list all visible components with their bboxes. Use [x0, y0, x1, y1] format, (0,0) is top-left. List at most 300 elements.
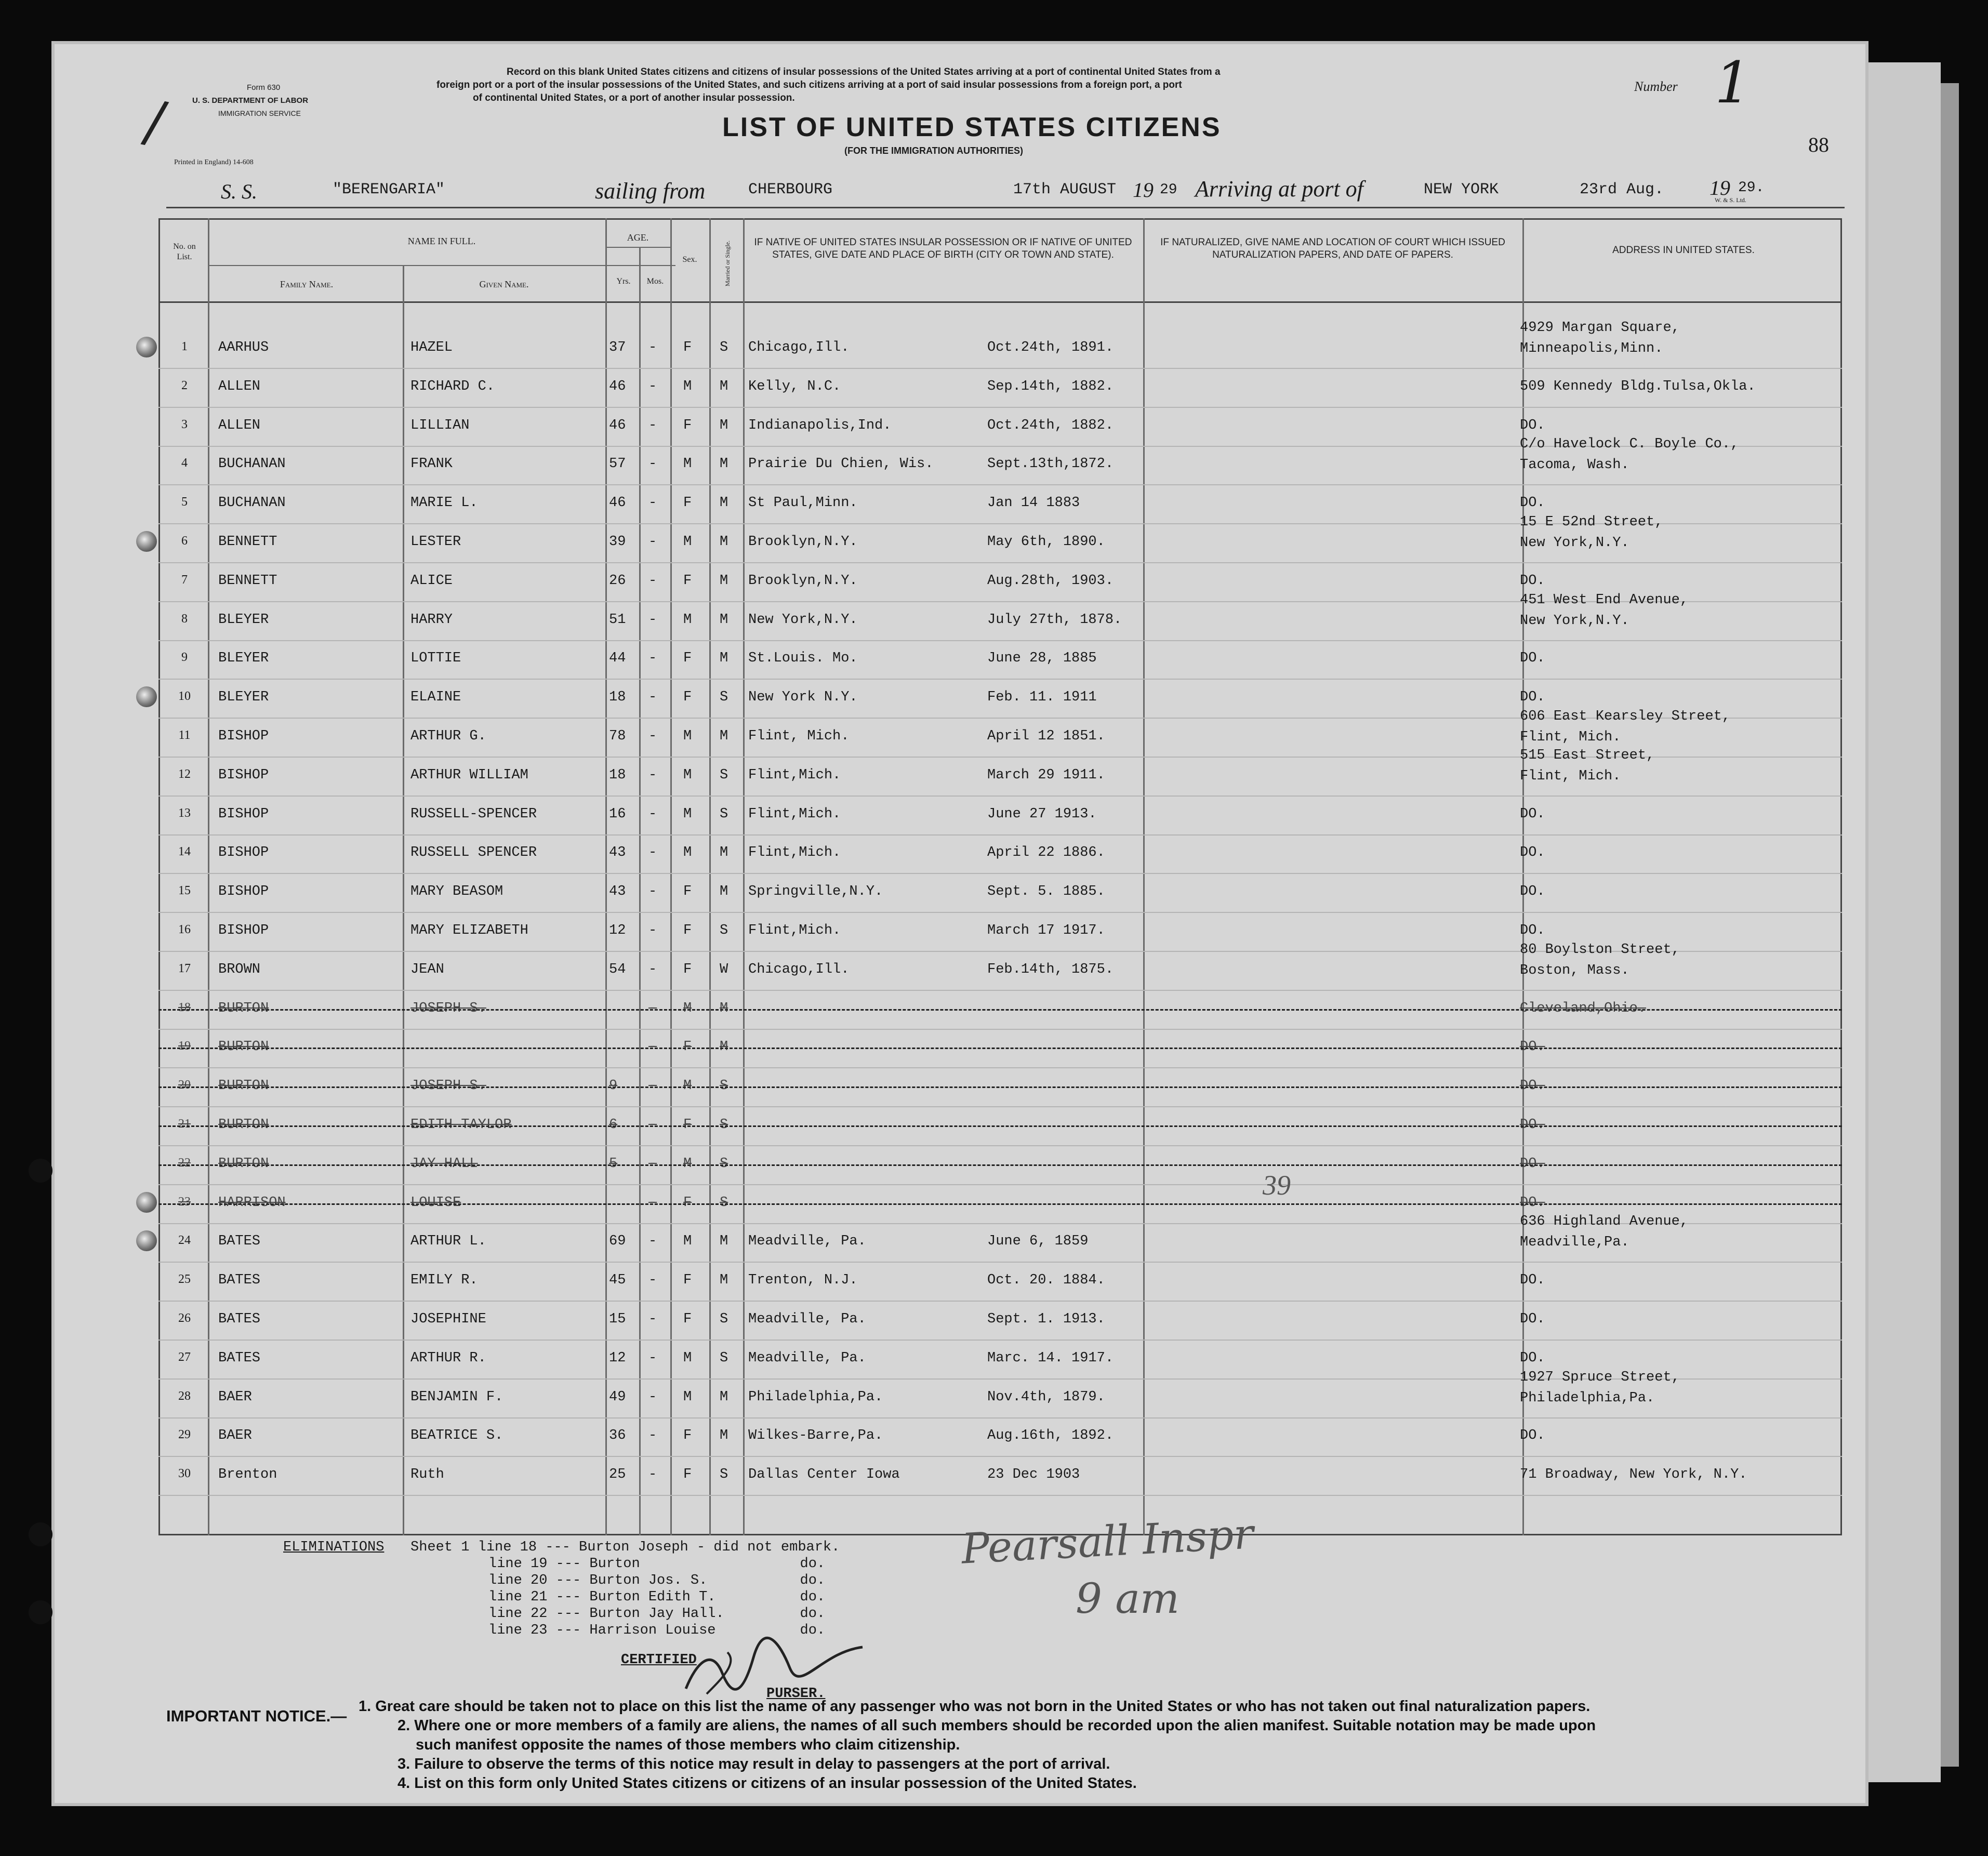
birth-place: St.Louis. Mo. [748, 651, 858, 667]
header-address: ADDRESS IN UNITED STATES. [1612, 245, 1755, 256]
birth-place: Indianapolis,Ind. [748, 417, 892, 433]
marital-status: M [720, 1428, 728, 1444]
row-rule [158, 1340, 1842, 1341]
ship-name: "BERENGARIA" [333, 181, 445, 198]
address-line: Flint, Mich. [1520, 768, 1621, 784]
age-months: - [648, 1350, 657, 1366]
punch-hole [136, 1192, 157, 1213]
given-name: JEAN [410, 961, 444, 977]
age-months: - [648, 495, 657, 511]
col-divider [605, 218, 607, 1535]
row-number: 10 [178, 690, 191, 704]
age-years: 57 [609, 456, 626, 472]
arrival-year-prefix: 19 [1709, 176, 1730, 200]
given-name: MARIE L. [410, 495, 478, 511]
age-years: 54 [609, 961, 626, 977]
row-number: 21 [178, 1117, 191, 1131]
marital-status: S [720, 1195, 728, 1211]
age-months: - [648, 651, 657, 667]
marital-status: M [720, 1000, 728, 1016]
address-line: DO. [1520, 1272, 1545, 1289]
birth-date: Sept. 5. 1885. [987, 884, 1105, 900]
page-edge-shadow [1941, 83, 1959, 1767]
family-name: BURTON [218, 1078, 269, 1094]
sex: M [683, 1000, 692, 1016]
family-name: BATES [218, 1272, 261, 1289]
birth-place: Brooklyn,N.Y. [748, 534, 858, 550]
address-line: DO. [1520, 1078, 1545, 1094]
family-name: BLEYER [218, 690, 269, 706]
age-months: - [648, 1117, 657, 1133]
printer-mark: W. & S. Ltd. [1715, 196, 1746, 204]
strike-through-line [158, 1203, 1842, 1205]
family-name: BAER [218, 1428, 252, 1444]
row-number: 29 [178, 1428, 191, 1442]
age-months: - [648, 417, 657, 433]
sex: F [683, 1311, 692, 1327]
birth-date: Oct. 20. 1884. [987, 1272, 1105, 1289]
marital-status: M [720, 845, 728, 861]
address-line: DO. [1520, 690, 1545, 706]
address-line: 15 E 52nd Street, [1520, 514, 1663, 530]
age-years: 46 [609, 378, 626, 394]
age-years: 36 [609, 1428, 626, 1444]
birth-place: Dallas Center Iowa [748, 1467, 900, 1483]
address-line: DO. [1520, 1039, 1545, 1055]
marital-status: M [720, 534, 728, 550]
family-name: BISHOP [218, 806, 269, 822]
row-rule [158, 1456, 1842, 1457]
row-number: 11 [178, 728, 191, 742]
given-name: JOSEPHINE [410, 1311, 486, 1327]
sex: M [683, 1389, 692, 1405]
birth-place: Trenton, N.J. [748, 1272, 858, 1289]
age-months: - [648, 573, 657, 589]
age-years: 49 [609, 1389, 626, 1405]
age-months: - [648, 1039, 657, 1055]
department: U. S. DEPARTMENT OF LABOR [192, 96, 309, 105]
address-line: 71 Broadway, New York, N.Y. [1520, 1467, 1747, 1483]
age-years: 46 [609, 495, 626, 511]
family-name: BISHOP [218, 923, 269, 938]
punch-hole [136, 531, 157, 552]
address-line: 80 Boylston Street, [1520, 942, 1680, 958]
birth-place: Philadelphia,Pa. [748, 1389, 883, 1405]
row-rule [158, 912, 1842, 913]
header-yrs: Yrs. [616, 277, 631, 286]
given-name: JOSEPH S. [410, 1078, 486, 1094]
age-months: - [648, 1195, 657, 1211]
birth-date: Sept.13th,1872. [987, 456, 1114, 472]
birth-date: June 27 1913. [987, 806, 1097, 822]
birth-date: March 29 1911. [987, 767, 1105, 783]
sex: F [683, 417, 692, 433]
service: IMMIGRATION SERVICE [218, 109, 301, 117]
row-rule [158, 1184, 1842, 1185]
address-line: Minneapolis,Minn. [1520, 341, 1663, 356]
family-name: BUCHANAN [218, 456, 286, 472]
record-text-line2: foreign port or a port of the insular possessions of the United States, and such citizens arriving at a port of said insular possessions from a foreign port, a port [436, 79, 1182, 90]
birth-place: Springville,N.Y. [748, 884, 883, 900]
row-rule [158, 1417, 1842, 1418]
number-value: 1 [1715, 49, 1751, 116]
birth-place: Flint,Mich. [748, 845, 841, 861]
given-name: MARY BEASOM [410, 884, 503, 900]
sex: M [683, 767, 692, 783]
birth-date: 23 Dec 1903 [987, 1467, 1080, 1483]
given-name: FRANK [410, 456, 453, 472]
marital-status: M [720, 1039, 728, 1055]
arrival-port: NEW YORK [1424, 181, 1499, 198]
marital-status: S [720, 806, 728, 822]
birth-date: Jan 14 1883 [987, 495, 1080, 511]
age-years: 18 [609, 690, 626, 706]
birth-place: Prairie Du Chien, Wis. [748, 456, 934, 472]
marital-status: S [720, 1467, 728, 1483]
sex: M [683, 1350, 692, 1366]
row-rule [158, 679, 1842, 680]
birth-place: Meadville, Pa. [748, 1350, 866, 1366]
row-rule [158, 1495, 1842, 1496]
birth-place: Meadville, Pa. [748, 1311, 866, 1327]
header-given: Given Name. [479, 279, 529, 289]
age-years: 26 [609, 573, 626, 589]
row-number: 16 [178, 923, 191, 936]
age-months: - [648, 1000, 657, 1016]
age-months: - [648, 1428, 657, 1444]
birth-date: Aug.28th, 1903. [987, 573, 1114, 589]
marital-status: M [720, 456, 728, 472]
birth-date: June 28, 1885 [987, 651, 1097, 667]
family-name: BURTON [218, 1039, 269, 1055]
birth-place: Kelly, N.C. [748, 378, 841, 394]
age-months: - [648, 690, 657, 706]
binder-hole [29, 1159, 52, 1183]
birth-place: Chicago,Ill. [748, 340, 850, 355]
notice-item: 4. List on this form only United States citizens or citizens of an insular possession of the United States. [397, 1775, 1137, 1792]
row-number: 17 [178, 961, 191, 975]
row-number: 4 [181, 456, 188, 470]
punch-hole [136, 337, 157, 357]
inspector-time: 9 am [1076, 1574, 1179, 1623]
row-rule [158, 1301, 1842, 1302]
page-edge [1865, 62, 1941, 1782]
marital-status: S [720, 1350, 728, 1366]
age-years: 44 [609, 651, 626, 667]
arrival-year: 29. [1738, 180, 1765, 196]
age-years: 12 [609, 1350, 626, 1366]
strike-through-line [158, 1164, 1842, 1166]
birth-date: Feb. 11. 1911 [987, 690, 1097, 706]
marital-status: S [720, 923, 728, 938]
marital-status: M [720, 728, 728, 744]
row-number: 9 [181, 651, 188, 665]
birth-place: New York,N.Y. [748, 612, 858, 628]
address-line: DO. [1520, 651, 1545, 667]
address-line: DO. [1520, 495, 1545, 511]
elimination-line: line 23 --- Harrison Louise do. [488, 1623, 826, 1638]
row-number: 24 [178, 1234, 191, 1248]
col-divider [1522, 218, 1524, 1535]
col-divider [639, 247, 641, 1535]
address-line: 509 Kennedy Bldg.Tulsa,Okla. [1520, 378, 1756, 394]
address-line: DO. [1520, 1156, 1545, 1172]
given-name: LOUISE [410, 1195, 461, 1211]
marital-status: S [720, 1311, 728, 1327]
age-months: - [648, 923, 657, 938]
family-name: BAER [218, 1389, 252, 1405]
ship-prefix: S. S. [221, 180, 257, 203]
birth-date: April 12 1851. [987, 728, 1105, 744]
given-name: RUSSELL-SPENCER [410, 806, 537, 822]
row-number: 23 [178, 1195, 191, 1209]
birth-place: St Paul,Minn. [748, 495, 858, 511]
age-years: 37 [609, 340, 626, 355]
row-number: 15 [178, 884, 191, 898]
age-months: - [648, 534, 657, 550]
address-line: 451 West End Avenue, [1520, 592, 1689, 608]
given-name: ARTHUR G. [410, 728, 486, 744]
family-name: BENNETT [218, 573, 277, 589]
age-months: - [648, 612, 657, 628]
family-name: BENNETT [218, 534, 277, 550]
birth-date: Sep.14th, 1882. [987, 378, 1114, 394]
age-months: - [648, 1078, 657, 1094]
col-divider [670, 218, 672, 1535]
age-months: - [648, 961, 657, 977]
sex: F [683, 1117, 692, 1133]
age-months: - [648, 1272, 657, 1289]
sail-year: 29 [1160, 182, 1177, 198]
arriving-label: Arriving at port of [1195, 176, 1363, 202]
age-months: - [648, 378, 657, 394]
age-months: - [648, 767, 657, 783]
age-years: 51 [609, 612, 626, 628]
address-line: Philadelphia,Pa. [1520, 1390, 1655, 1406]
sex: F [683, 1428, 692, 1444]
strike-through-line [158, 1086, 1842, 1088]
family-name: ALLEN [218, 378, 261, 394]
inspector-signature: Pearsall Inspr [960, 1509, 1255, 1573]
notice-item: such manifest opposite the names of those members who claim citizenship. [416, 1736, 960, 1753]
sex: F [683, 495, 692, 511]
birth-date: Oct.24th, 1891. [987, 340, 1114, 355]
marital-status: M [720, 1389, 728, 1405]
given-name: ALICE [410, 573, 453, 589]
row-number: 28 [178, 1389, 191, 1403]
strike-through-line [158, 1125, 1842, 1127]
birth-date: May 6th, 1890. [987, 534, 1105, 550]
birth-place: Chicago,Ill. [748, 961, 850, 977]
address-line: DO. [1520, 845, 1545, 861]
notice-item: 3. Failure to observe the terms of this notice may result in delay to passengers at the port of arrival. [397, 1756, 1110, 1772]
given-name: HAZEL [410, 340, 453, 355]
birth-place: Meadville, Pa. [748, 1234, 866, 1250]
sex: F [683, 1195, 692, 1211]
number-label: Number [1634, 79, 1678, 94]
binder-hole [29, 1522, 52, 1546]
family-name: BUCHANAN [218, 495, 286, 511]
row-rule [158, 407, 1842, 408]
address-line: 606 East Kearsley Street, [1520, 709, 1731, 724]
marital-status: M [720, 573, 728, 589]
age-months: - [648, 806, 657, 822]
family-name: HARRISON [218, 1195, 286, 1211]
sex: M [683, 378, 692, 394]
address-line: 515 East Street, [1520, 747, 1655, 763]
address-line: Meadville,Pa. [1520, 1235, 1629, 1251]
family-name: BLEYER [218, 651, 269, 667]
age-months: - [648, 845, 657, 861]
sex: F [683, 961, 692, 977]
sex: M [683, 612, 692, 628]
birth-place: New York N.Y. [748, 690, 858, 706]
sail-date: 17th AUGUST [1013, 181, 1117, 198]
eliminations-label: ELIMINATIONS [283, 1540, 385, 1555]
printed-note: Printed in England) 14-608 [174, 158, 254, 166]
manifest-table [158, 218, 1842, 1535]
record-text-line3: of continental United States, or a port of another insular possession. [473, 92, 795, 103]
marital-status: S [720, 1156, 728, 1172]
family-name: BURTON [218, 1117, 269, 1133]
row-number: 6 [181, 534, 188, 548]
sex: M [683, 1078, 692, 1094]
corner-mark: / [139, 87, 171, 156]
birth-date: Oct.24th, 1882. [987, 417, 1114, 433]
family-name: BISHOP [218, 845, 269, 861]
address-line: 636 Highland Avenue, [1520, 1214, 1689, 1230]
age-years: 46 [609, 417, 626, 433]
age-years: 43 [609, 884, 626, 900]
row-rule [158, 1067, 1842, 1068]
address-line: Tacoma, Wash. [1520, 457, 1629, 473]
record-text-line1: Record on this blank United States citizens and citizens of insular possessions of the United States arriving at a port of continental United States from a [507, 67, 1221, 77]
strike-through-line [158, 1048, 1842, 1049]
address-line: DO. [1520, 573, 1545, 589]
address-line: DO. [1520, 1311, 1545, 1327]
address-line: 1927 Spruce Street, [1520, 1369, 1680, 1385]
birth-date: Feb.14th, 1875. [987, 961, 1114, 977]
sex: M [683, 845, 692, 861]
page-number: 88 [1808, 133, 1829, 156]
marital-status: M [720, 1272, 728, 1289]
row-number: 14 [178, 845, 191, 859]
address-line: Flint, Mich. [1520, 730, 1621, 745]
family-name: BLEYER [218, 612, 269, 628]
col-divider [403, 265, 404, 1535]
binder-hole [29, 1600, 52, 1624]
marital-status: W [720, 961, 728, 977]
age-subrule [605, 247, 670, 248]
header-age: AGE. [627, 232, 649, 243]
age-years: 6 [609, 1117, 618, 1133]
family-name: BATES [218, 1311, 261, 1327]
col-divider [208, 218, 209, 1535]
marital-status: M [720, 417, 728, 433]
age-years: 43 [609, 845, 626, 861]
header-family: Family Name. [280, 279, 334, 289]
purser-label: PURSER. [766, 1686, 826, 1702]
elimination-line: line 21 --- Burton Edith T. do. [488, 1589, 826, 1605]
punch-hole [136, 686, 157, 707]
family-name: Brenton [218, 1467, 277, 1483]
birth-place: Flint,Mich. [748, 767, 841, 783]
marital-status: M [720, 612, 728, 628]
elimination-line: line 20 --- Burton Jos. S. do. [488, 1573, 826, 1588]
sex: F [683, 1272, 692, 1289]
address-line: DO. [1520, 417, 1545, 433]
header-no: No. on List. [173, 242, 196, 261]
col-divider [743, 218, 745, 1535]
row-number: 18 [178, 1000, 191, 1014]
row-rule [158, 834, 1842, 836]
age-months: - [648, 1156, 657, 1172]
row-number: 7 [181, 573, 188, 587]
address-line: DO. [1520, 1117, 1545, 1133]
address-line: C/o Havelock C. Boyle Co., [1520, 436, 1739, 453]
birth-date: June 6, 1859 [987, 1234, 1089, 1250]
family-name: BATES [218, 1234, 261, 1250]
given-name: LESTER [410, 534, 461, 550]
row-number: 22 [178, 1156, 191, 1170]
age-years: 78 [609, 728, 626, 744]
family-name: AARHUS [218, 340, 269, 355]
col-divider [709, 218, 711, 1535]
birth-date: Nov.4th, 1879. [987, 1389, 1105, 1405]
row-rule [158, 990, 1842, 991]
given-name: LILLIAN [410, 417, 470, 433]
age-years: 45 [609, 1272, 626, 1289]
sex: F [683, 690, 692, 706]
notice-item: 2. Where one or more members of a family are aliens, the names of all such members should be recorded upon the alien manifest. Suitable notation may be made upon [397, 1717, 1596, 1734]
age-months: - [648, 1467, 657, 1483]
row-rule [158, 1029, 1842, 1030]
sex: F [683, 884, 692, 900]
marital-status: M [720, 651, 728, 667]
sailing-from: CHERBOURG [748, 181, 833, 198]
birth-place: Wilkes-Barre,Pa. [748, 1428, 883, 1444]
age-months: - [648, 456, 657, 472]
family-name: BATES [218, 1350, 261, 1366]
sex: F [683, 573, 692, 589]
age-years: 9 [609, 1078, 618, 1094]
row-rule [158, 1145, 1842, 1146]
row-number: 1 [181, 340, 188, 353]
header-birth: IF NATIVE OF UNITED STATES INSULAR POSSESSION OR IF NATIVE OF UNITED STATES, GIVE DATE AND PLACE OF BIRTH (CITY OR TOWN AND STATE). [754, 237, 1132, 260]
row-number: 13 [178, 806, 191, 820]
family-name: ALLEN [218, 417, 261, 433]
row-rule [158, 1106, 1842, 1107]
marital-status: M [720, 1234, 728, 1250]
header-rule [158, 301, 1842, 303]
birth-date: Aug.16th, 1892. [987, 1428, 1114, 1444]
family-name: BISHOP [218, 767, 269, 783]
age-months: - [648, 728, 657, 744]
given-name: EDITH TAYLOR [410, 1117, 512, 1133]
given-name: RUSSELL SPENCER [410, 845, 537, 861]
row-rule [158, 873, 1842, 874]
given-name: RICHARD C. [410, 378, 495, 394]
age-years: 69 [609, 1234, 626, 1250]
given-name: ARTHUR L. [410, 1234, 486, 1250]
sex: M [683, 806, 692, 822]
birth-date: March 17 1917. [987, 923, 1105, 938]
sex: F [683, 651, 692, 667]
row-number: 3 [181, 417, 188, 431]
birth-date: July 27th, 1878. [987, 612, 1122, 628]
age-months: - [648, 340, 657, 355]
marital-status: M [720, 495, 728, 511]
